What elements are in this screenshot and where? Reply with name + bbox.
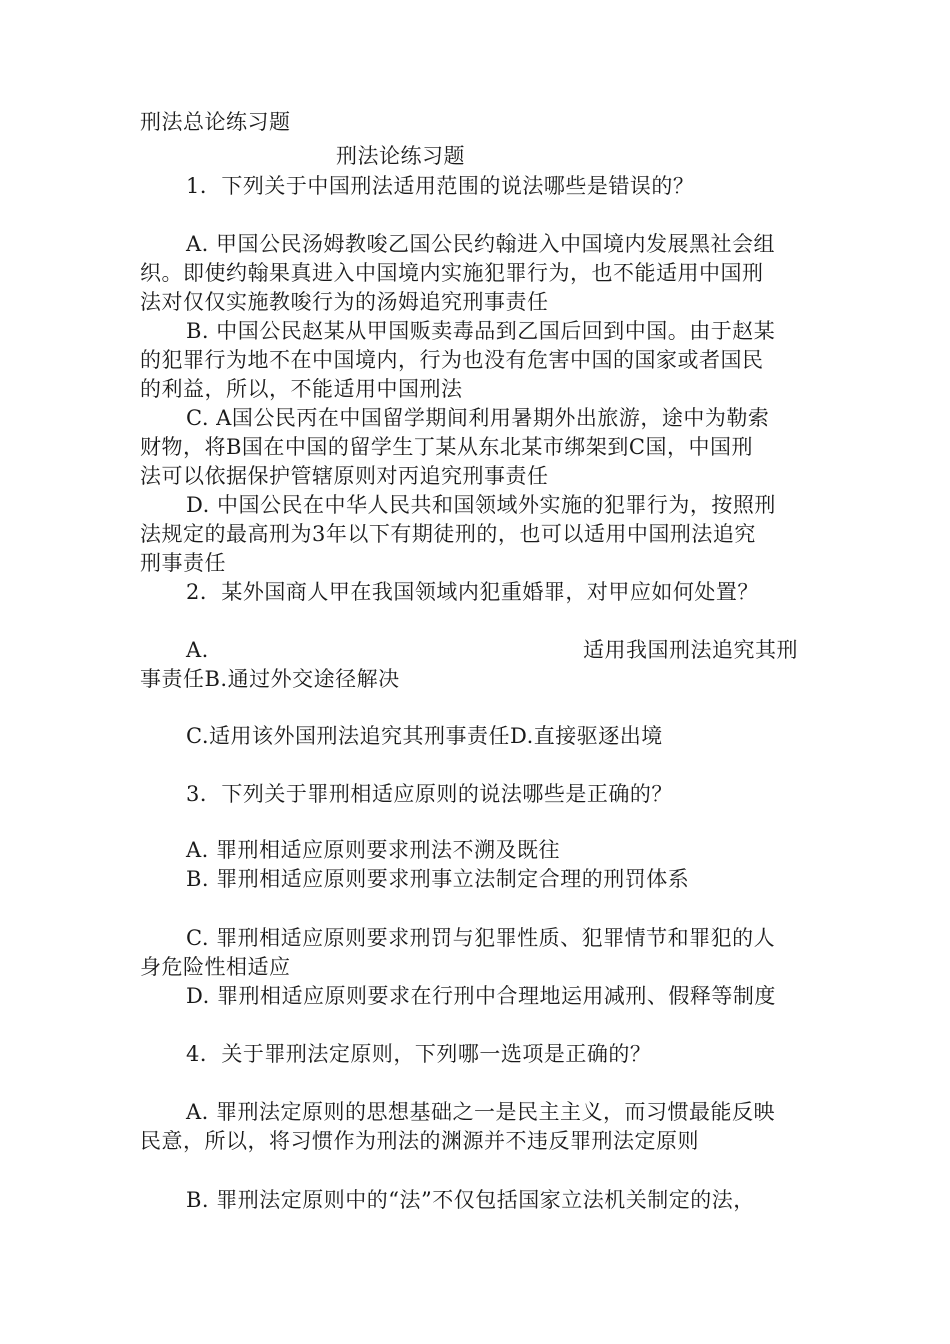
question-3-option-b: B. 罪刑相适应原则要求刑事立法制定合理的刑罚体系 (186, 867, 690, 891)
question-1-option-b-line-3: 的利益，所以，不能适用中国刑法 (140, 377, 463, 401)
question-1-option-c-line-2: 财物，将B国在中国的留学生丁某从东北某市绑架到C国，中国刑 (140, 435, 753, 459)
question-2-option-a-label: A. (186, 638, 209, 662)
question-3-option-c-line-1: C. 罪刑相适应原则要求刑罚与犯罪性质、犯罪情节和罪犯的人 (186, 926, 776, 950)
question-1-option-b-line-2: 的犯罪行为地不在中国境内，行为也没有危害中国的国家或者国民 (140, 348, 764, 372)
question-3-option-c-line-2: 身危险性相适应 (140, 955, 291, 979)
question-4-option-b-line-1: B. 罪刑法定原则中的“法”不仅包括国家立法机关制定的法， (186, 1188, 755, 1212)
document-header: 刑法总论练习题 (140, 110, 291, 134)
question-1-option-c-line-1: C. A国公民丙在中国留学期间利用暑期外出旅游，途中为勒索 (186, 406, 770, 430)
question-4-option-a-line-2: 民意，所以，将习惯作为刑法的渊源并不违反罪刑法定原则 (140, 1129, 699, 1153)
question-2-option-a-text: 适用我国刑法追究其刑 (583, 638, 798, 662)
question-3-option-d: D. 罪刑相适应原则要求在行刑中合理地运用减刑、假释等制度 (186, 984, 776, 1008)
question-2-stem: 2．某外国商人甲在我国领域内犯重婚罪，对甲应如何处置？ (186, 580, 759, 604)
question-2-option-a-continuation: 事责任B.通过外交途径解决 (140, 667, 400, 691)
question-4-option-a-line-1: A. 罪刑法定原则的思想基础之一是民主主义，而习惯最能反映 (186, 1100, 776, 1124)
question-1-option-d-line-1: D. 中国公民在中华人民共和国领域外实施的犯罪行为，按照刑 (186, 493, 776, 517)
question-1-option-a-line-3: 法对仅仅实施教唆行为的汤姆追究刑事责任 (140, 290, 549, 314)
question-1-option-c-line-3: 法可以依据保护管辖原则对丙追究刑事责任 (140, 464, 549, 488)
question-1-stem: 1．下列关于中国刑法适用范围的说法哪些是错误的？ (186, 174, 695, 198)
question-2-options-c-d: C.适用该外国刑法追究其刑事责任D.直接驱逐出境 (186, 724, 663, 748)
question-1-option-a-line-1: A. 甲国公民汤姆教唆乙国公民约翰进入中国境内发展黑社会组 (186, 232, 776, 256)
question-3-option-a: A. 罪刑相适应原则要求刑法不溯及既往 (186, 838, 561, 862)
question-1-option-b-line-1: B. 中国公民赵某从甲国贩卖毒品到乙国后回到中国。由于赵某 (186, 319, 776, 343)
question-1-option-a-line-2: 织。即使约翰果真进入中国境内实施犯罪行为，也不能适用中国刑 (140, 261, 764, 285)
question-2-option-a-line (186, 636, 798, 664)
question-4-stem: 4．关于罪刑法定原则，下列哪一选项是正确的？ (186, 1042, 652, 1066)
question-1-option-d-line-3: 刑事责任 (140, 551, 226, 575)
document-title: 刑法论练习题 (336, 144, 465, 168)
question-3-stem: 3．下列关于罪刑相适应原则的说法哪些是正确的？ (186, 782, 673, 806)
question-1-option-d-line-2: 法规定的最高刑为3年以下有期徒刑的，也可以适用中国刑法追究 (140, 522, 756, 546)
